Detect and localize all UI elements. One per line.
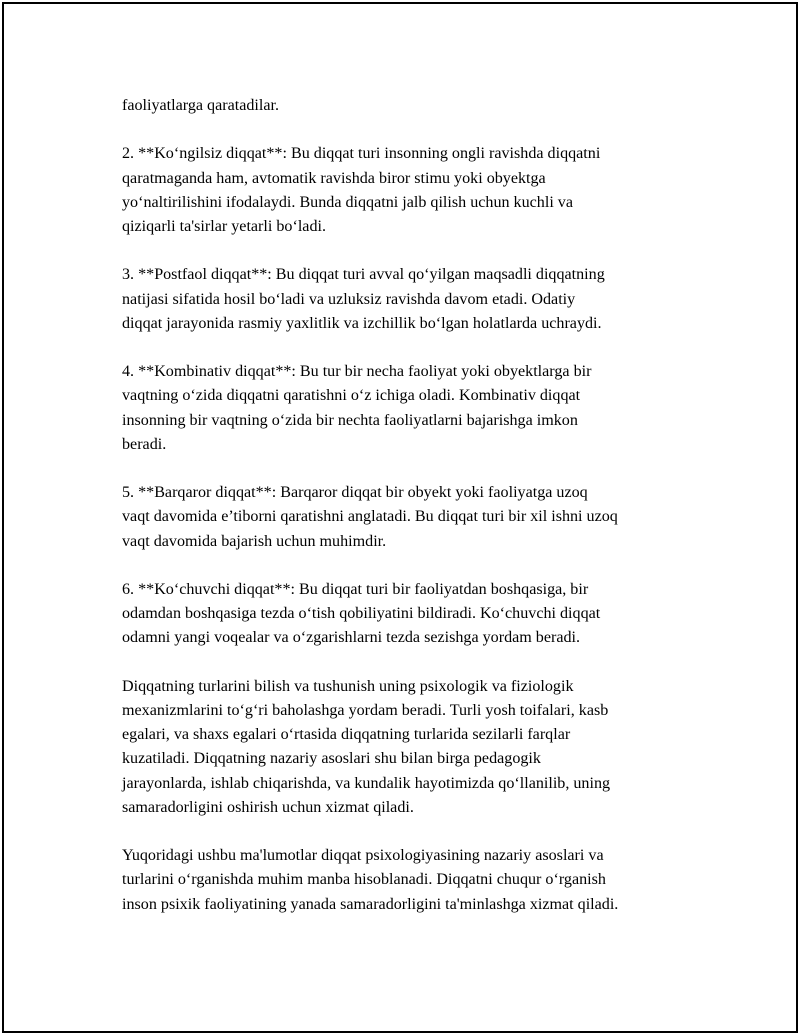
document-body bbox=[122, 94, 702, 917]
page-frame bbox=[2, 2, 798, 1033]
paragraph-barqaror-diqqat: 5. **Barqaror diqqat**: Barqaror diqqat bir obyekt yoki faoliyatga uzoq vaqt davomida e’tiborni qaratishni anglatadi. Bu diqqat turi bir xil ishni uzoq vaqt davomida bajarish uchun muhimdir. bbox=[122, 484, 618, 550]
paragraph-continuation: faoliyatlarga qaratadilar. bbox=[122, 97, 279, 114]
paragraph-summary: Diqqatning turlarini bilish va tushunish uning psixologik va fiziologik mexanizmlarini to‘g‘ri baholashga yordam beradi. Turli yosh toifalari, kasb egalari, va shaxs egalari o‘rtasida diqqatning turlarida sezilarli farqlar kuzatiladi. Diqqatning nazariy asoslari shu bilan birga pedagogik jarayonlarda, ishlab chiqarishda, va kundalik hayotimizda qo‘llanilib, uning samaradorligini oshirish uchun xizmat qiladi. bbox=[122, 677, 611, 816]
paragraph-kongilsiz-diqqat: 2. **Ko‘ngilsiz diqqat**: Bu diqqat turi insonning ongli ravishda diqqatni qaratmaganda ham, avtomatik ravishda biror stimu yoki obyektga yo‘naltirilishini ifodalaydi. Bunda diqqatni jalb qilish uchun kuchli va qiziqarli ta'sirlar yetarli bo‘ladi. bbox=[122, 145, 601, 235]
paragraph-postfaol-diqqat: 3. **Postfaol diqqat**: Bu diqqat turi avval qo‘yilgan maqsadli diqqatning natijasi sifatida hosil bo‘ladi va uzluksiz ravishda davom etadi. Odatiy diqqat jarayonida rasmiy yaxlitlik va izchillik bo‘lgan holatlarda uchraydi. bbox=[122, 266, 605, 332]
paragraph-kochuvchi-diqqat: 6. **Ko‘chuvchi diqqat**: Bu diqqat turi bir faoliyatdan boshqasiga, bir odamdan boshqasiga tezda o‘tish qobiliyatini bildiradi. Ko‘chuvchi diqqat odamni yangi voqealar va o‘zgarishlarni tezda sezishga yordam beradi. bbox=[122, 580, 601, 647]
paragraph-kombinativ-diqqat: 4. **Kombinativ diqqat**: Bu tur bir necha faoliyat yoki obyektlarga bir vaqtning o‘zida diqqatni qaratishni o‘z ichiga oladi. Kombinativ diqqat insonning bir vaqtning o‘zida bir nechta faoliyatlarni bajarishga imkon beradi. bbox=[122, 363, 592, 453]
paragraph-conclusion: Yuqoridagi ushbu ma'lumotlar diqqat psixologiyasining nazariy asoslari va turlarini o‘rganishda muhim manba hisoblanadi. Diqqatni chuqur o‘rganish inson psixik faoliyatining yanada samaradorligini ta'minlashga xizmat qiladi. bbox=[122, 847, 619, 913]
